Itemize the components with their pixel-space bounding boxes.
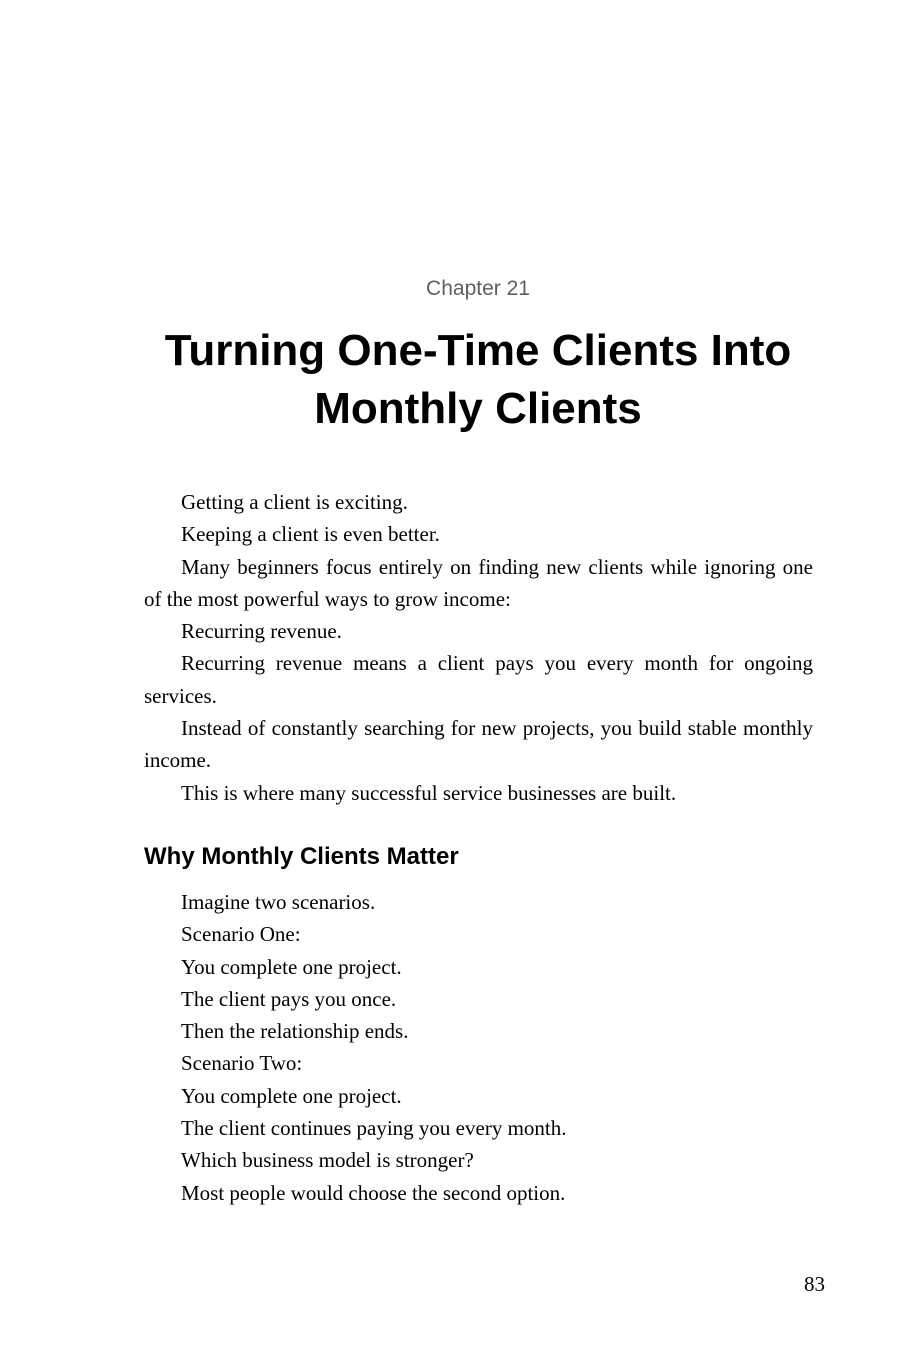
paragraph: Recurring revenue.	[181, 619, 342, 644]
paragraph: Keeping a client is even better.	[181, 522, 440, 547]
page-number: 83	[804, 1272, 825, 1296]
paragraph: Which business model is stronger?	[181, 1148, 474, 1173]
section-text	[144, 886, 813, 1209]
paragraph: This is where many successful service businesses are built.	[181, 780, 677, 805]
chapter-title	[100, 322, 856, 438]
paragraph: The client pays you once.	[181, 986, 397, 1011]
paragraph: Recurring revenue means a client pays you every month for ongoing services.	[144, 651, 813, 708]
paragraph: Instead of constantly searching for new projects, you build stable monthly income.	[144, 716, 813, 773]
chapter-title-line-2: Monthly Clients	[314, 384, 642, 433]
paragraph: Then the relationship ends.	[181, 1019, 409, 1044]
paragraph: Many beginners focus entirely on finding new clients while ignoring one of the most powerful ways to grow income:	[144, 554, 813, 611]
paragraph: Scenario Two:	[181, 1051, 303, 1076]
paragraph: Getting a client is exciting.	[181, 490, 408, 514]
paragraph: Most people would choose the second option.	[181, 1180, 566, 1205]
chapter-title-line-1: Turning One-Time Clients Into	[164, 326, 792, 375]
section-heading: Why Monthly Clients Matter	[144, 843, 459, 870]
paragraph: Scenario One:	[181, 922, 301, 947]
paragraph: Imagine two scenarios.	[181, 890, 376, 914]
chapter-label: Chapter 21	[426, 277, 530, 300]
paragraph: You complete one project.	[181, 954, 402, 979]
intro-text	[144, 486, 813, 809]
paragraph: The client continues paying you every month.	[181, 1116, 567, 1141]
paragraph: You complete one project.	[181, 1083, 402, 1108]
